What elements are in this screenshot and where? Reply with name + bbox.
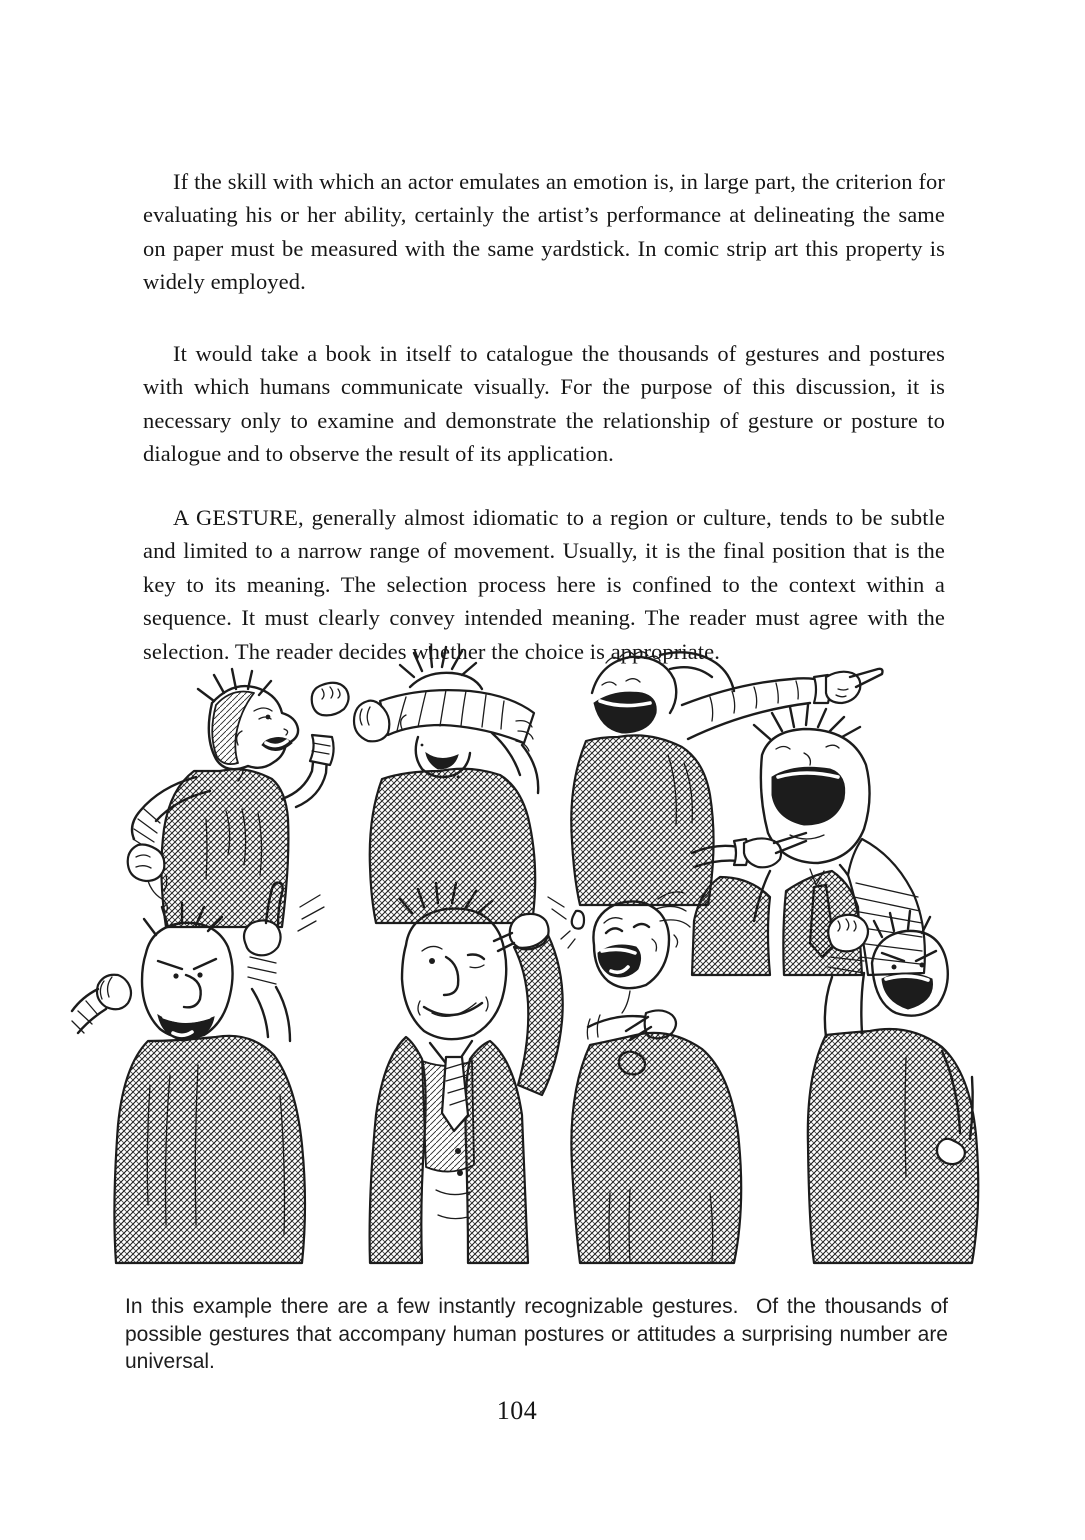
page-number: 104 <box>496 1396 538 1425</box>
paragraph-book-in-itself: It would take a book in itself to catalogue the thousands of gestures and postures with which humans communicate visually. For the purpose of this discussion, it is necessary only to examine and demonstrate the relationship of gesture or posture to dialogue and to observe the result of its application. <box>143 340 945 467</box>
paragraph-actor-emulates: If the skill with which an actor emulates an emotion is, in large part, the criterion for evaluating his or her ability, certainly the artist’s performance at delineating the same on paper must be measured with the same yardstick. In comic strip art this property is widely employed. <box>143 168 945 295</box>
figure-fist-shaking-man <box>128 669 349 927</box>
gesture-sketches-illustration <box>70 645 1000 1285</box>
figure-temple-tapping-man <box>370 883 563 1263</box>
paragraph-a-gesture: A GESTURE, generally almost idiomatic to a region or culture, tends to be subtle and limited to a narrow range of movement. Usually, it is the final position that is the key to its meaning. The selection process here is confined to the context within a sequence. It must clearly convey intended meaning. The reader must agree with the selection. The reader decides whether the choice is appropriate. <box>143 504 945 664</box>
figure-finger-raised-man <box>72 883 305 1263</box>
illustration-caption: In this example there are a few instantly recognizable gestures. Of the thousands of possible gestures that accompany human postures or attitudes a surprising number are universal. <box>125 1295 948 1373</box>
